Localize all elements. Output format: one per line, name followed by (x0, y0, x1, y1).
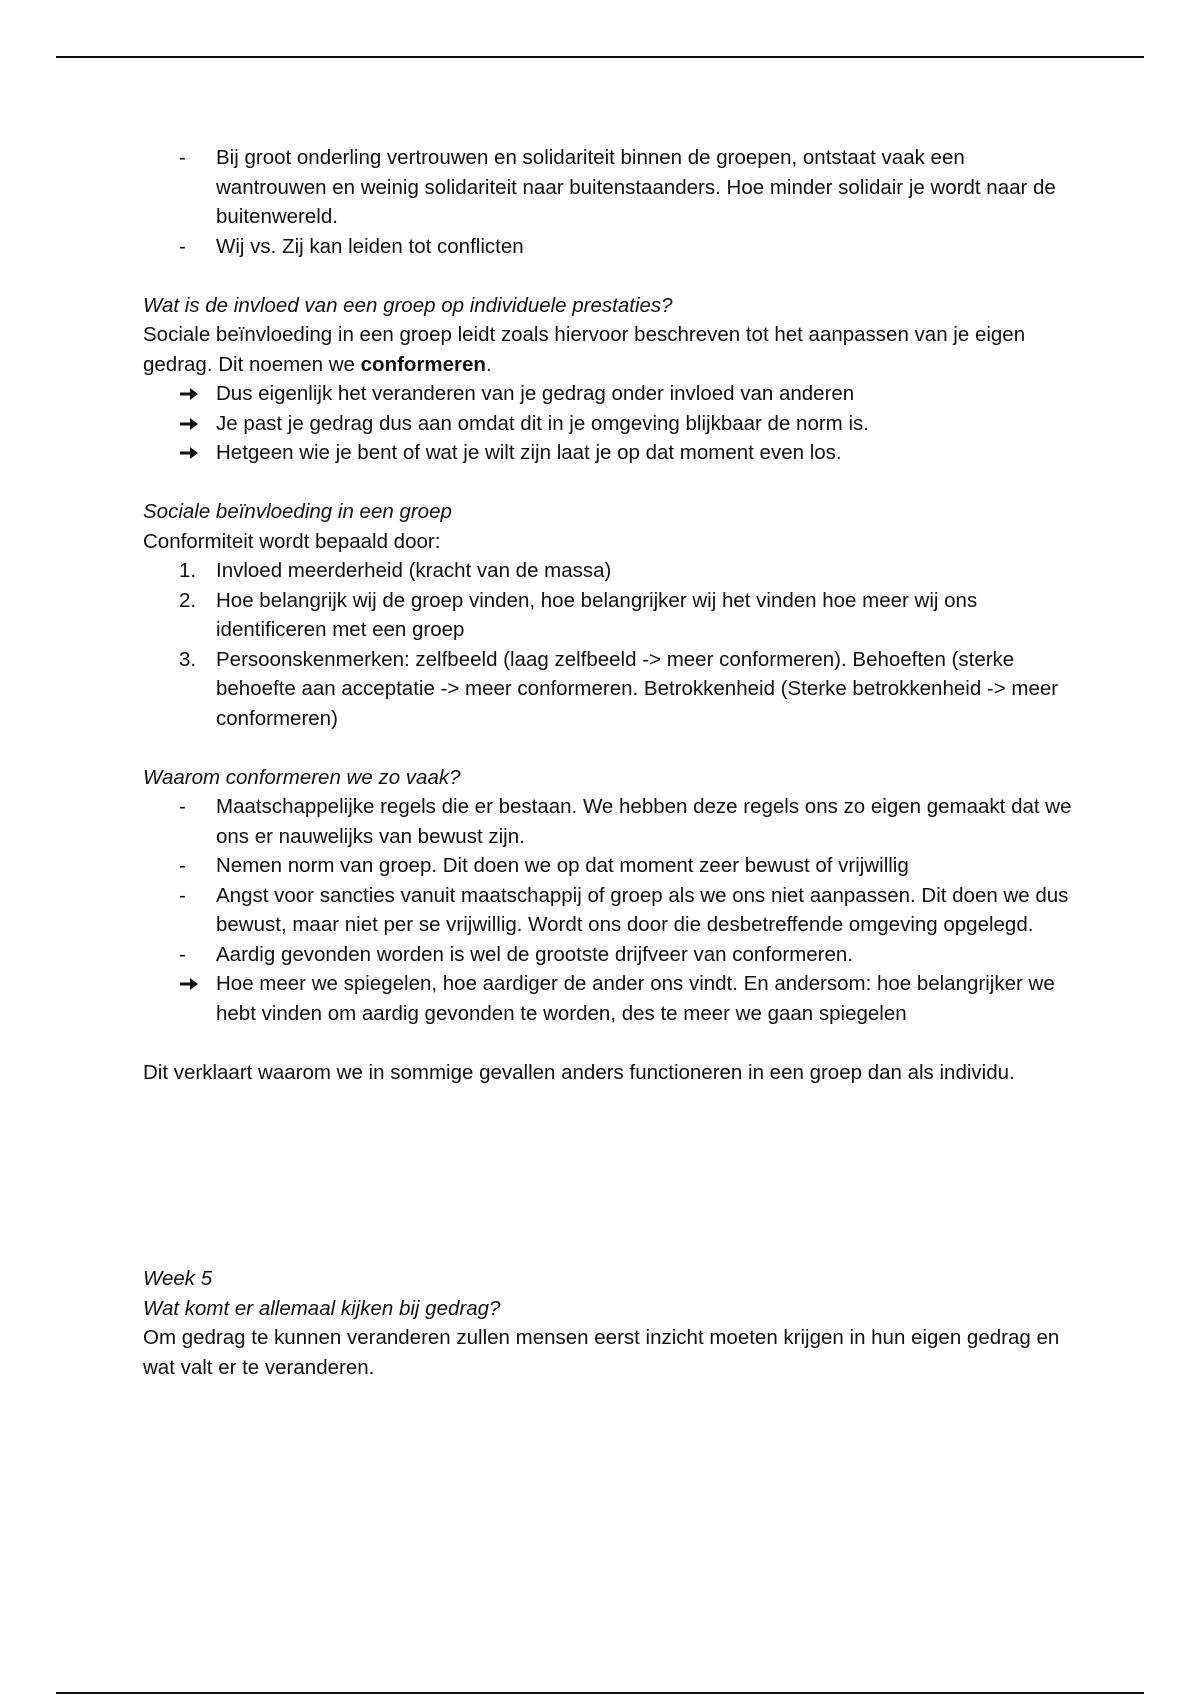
list-item-text: Hetgeen wie je bent of wat je wilt zijn laat je op dat moment even los. (216, 441, 842, 464)
list-number: 2. (179, 588, 197, 612)
list-item-text: Hoe meer we spiegelen, hoe aardiger de ander ons vindt. En andersom: hoe belangrijker we hebt vinden om aardig gevonden te worden, des te meer we gaan spiegelen (216, 972, 1055, 1025)
list-item-text: Angst voor sancties vanuit maatschappij of groep als we ons niet aanpassen. Dit doen we dus bewust, maar niet per se vrijwillig. Wordt ons door die desbetreffende omgeving opgelegd. (216, 883, 1069, 936)
dash-marker: - (179, 883, 186, 907)
dash-marker: - (179, 234, 186, 258)
list-number: 3. (179, 647, 197, 671)
list-item (143, 409, 1073, 439)
section-heading: Wat is de invloed van een groep op individuele prestaties? (143, 293, 673, 317)
list-item (143, 438, 1073, 468)
bottom-rule (56, 1692, 1144, 1694)
section-heading: Wat komt er allemaal kijken bij gedrag? (143, 1296, 501, 1320)
numbered-list (143, 556, 1073, 733)
paragraph-text: Sociale beïnvloeding in een groep leidt zoals hiervoor beschreven tot het aanpassen van je eigen gedrag. Dit noemen we (143, 323, 1026, 376)
list-item-text: Hoe belangrijk wij de groep vinden, hoe belangrijker wij het vinden hoe meer wij ons identificeren met een groep (216, 588, 978, 641)
list-number: 1. (179, 559, 197, 582)
conclusion-paragraph: Dit verklaart waarom we in sommige gevallen anders functioneren in een groep dan als individu. (143, 1060, 1015, 1084)
dash-marker: - (179, 146, 186, 169)
right-arrow-icon (179, 386, 199, 402)
list-item (143, 586, 1073, 645)
list-item-text: Nemen norm van groep. Dit doen we op dat moment zeer bewust of vrijwillig (216, 854, 909, 877)
week-heading: Week 5 (143, 1267, 213, 1290)
paragraph: Conformiteit wordt bepaald door: (143, 529, 441, 553)
arrow-list (143, 379, 1073, 468)
list-item-text: Bij groot onderling vertrouwen en solidariteit binnen de groepen, ontstaat vaak een wantrouwen en weinig solidariteit naar buitenstaanders. Hoe minder solidair je wordt naar de buitenwereld. (216, 146, 1056, 228)
dash-marker: - (179, 795, 186, 818)
list-item (143, 851, 1073, 881)
list-item-text: Maatschappelijke regels die er bestaan. We hebben deze regels ons zo eigen gemaakt dat we ons er nauwelijks van bewust zijn. (216, 795, 1072, 848)
list-item (143, 556, 1073, 586)
list-item-text: Aardig gevonden worden is wel de grootste drijfveer van conformeren. (216, 942, 853, 966)
paragraph (143, 320, 1073, 379)
list-item (143, 881, 1073, 940)
list-item (143, 969, 1073, 1028)
right-arrow-icon (179, 416, 199, 432)
section-heading: Waarom conformeren we zo vaak? (143, 765, 461, 789)
list-item (143, 379, 1073, 409)
paragraph: Om gedrag te kunnen veranderen zullen mensen eerst inzicht moeten krijgen in hun eigen gedrag en wat valt er te veranderen. (143, 1326, 1060, 1379)
list-item (143, 645, 1073, 734)
list-item-text: Dus eigenlijk het veranderen van je gedrag onder invloed van anderen (216, 382, 855, 405)
list-item (143, 940, 1073, 970)
list-item-text: Invloed meerderheid (kracht van de massa) (216, 559, 612, 582)
top-rule (56, 56, 1144, 58)
right-arrow-icon (179, 976, 199, 992)
list-item (143, 143, 1073, 232)
dash-marker: - (179, 854, 186, 877)
dash-marker: - (179, 942, 186, 966)
right-arrow-icon (179, 445, 199, 461)
bullet-list-groups (143, 143, 1073, 261)
list-item-text: Je past je gedrag dus aan omdat dit in je omgeving blijkbaar de norm is. (216, 411, 869, 435)
list-item (143, 232, 1073, 262)
section-heading: Sociale beïnvloeding in een groep (143, 500, 452, 523)
list-item (143, 792, 1073, 851)
list-item-text: Wij vs. Zij kan leiden tot conflicten (216, 234, 524, 258)
list-item-text: Persoonskenmerken: zelfbeeld (laag zelfbeeld -> meer conformeren). Behoeften (sterke behoefte aan acceptatie -> meer conformeren. Betrokkenheid (Sterke betrokkenheid -> meer conformeren) (216, 647, 1059, 730)
bullet-list-reasons (143, 792, 1073, 1028)
bold-term: conformeren (360, 352, 486, 376)
document-body (143, 143, 1073, 1382)
paragraph-text-end: . (485, 352, 492, 376)
